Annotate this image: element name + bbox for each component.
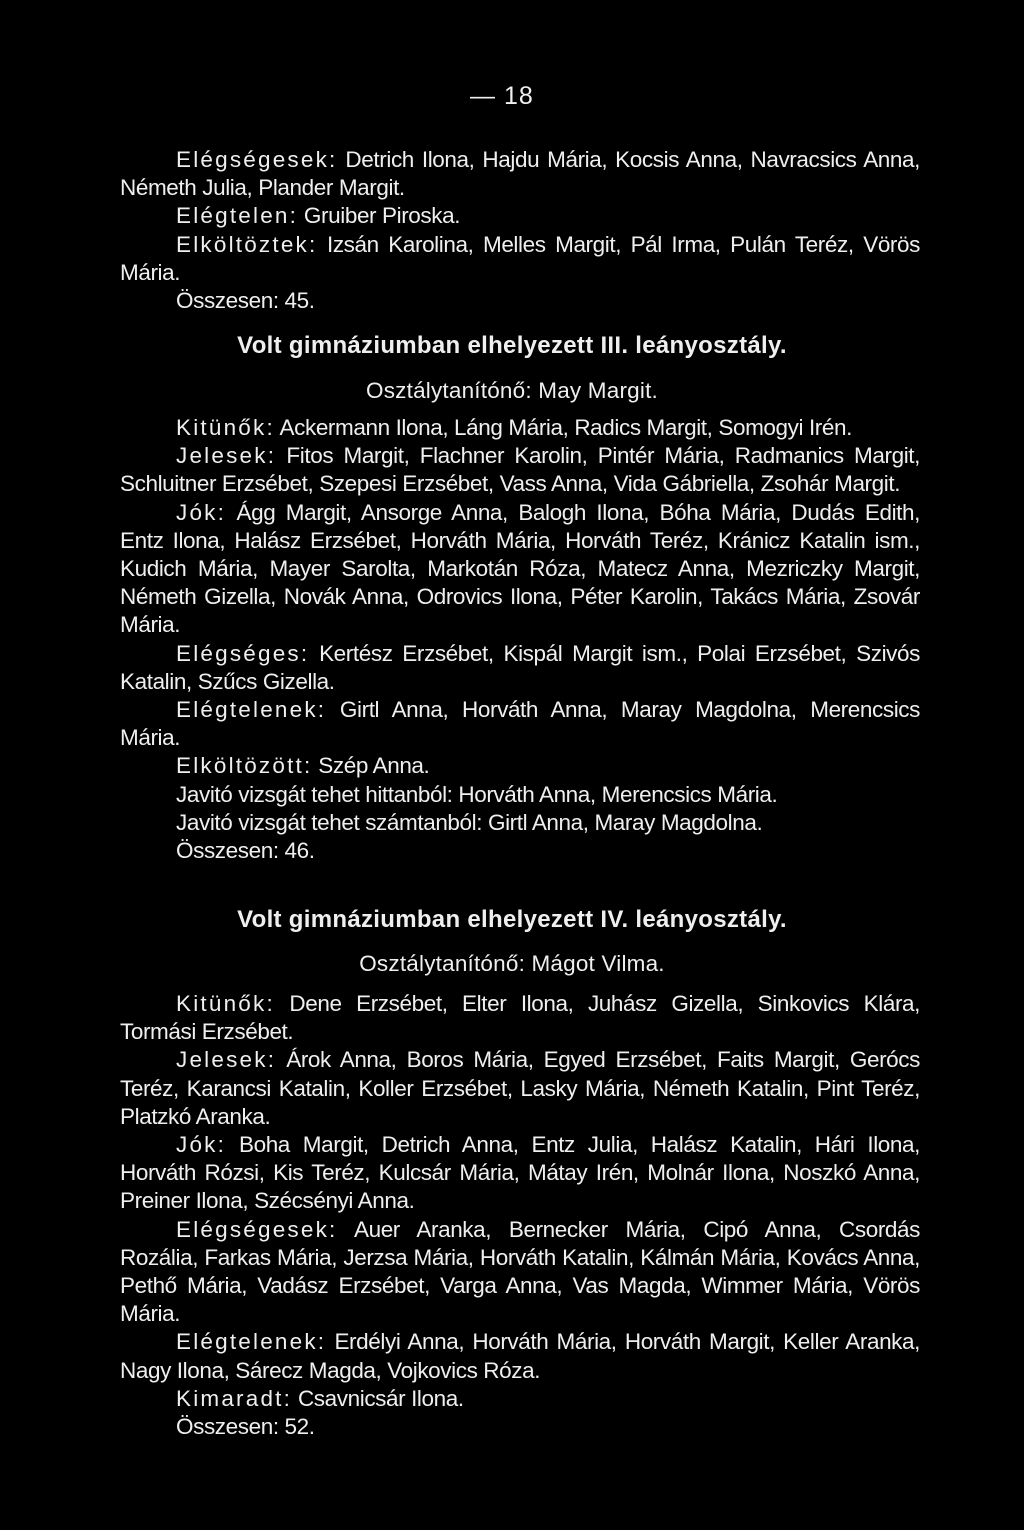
names-elegtelen: Gruiber Piroska. [298, 203, 461, 229]
class-3-heading: Volt gimnáziumban elhelyezett III. leányosztály. [237, 332, 787, 359]
paragraph-elegtelenek [120, 696, 920, 752]
names-elkoltoztek: Izsán Karolina, Melles Margit, Pál Irma, Pulán Teréz, Vörös Mária. [120, 231, 920, 285]
total-count: Összesen: 52. [176, 1414, 315, 1440]
section-class-4 [120, 990, 920, 1441]
total-count: Összesen: 45. [176, 288, 315, 314]
label-jok: Jók: [176, 1132, 227, 1158]
paragraph-jelesek [120, 442, 920, 498]
names-elegtelenek: Girtl Anna, Horváth Anna, Maray Magdolna, Merencsics Mária. [120, 697, 920, 751]
paragraph-elegseges [120, 640, 920, 696]
class-4-teacher: Osztálytanítónő: Mágot Vilma. [359, 951, 665, 976]
names-jok: Ágg Margit, Ansorge Anna, Balogh Ilona, Bóha Mária, Dudás Edith, Entz Ilona, Halász Erzsébet, Horváth Mária, Horváth Teréz, Kránicz Katalin ism., Kudich Mária, Mayer Sarolta, Markotán Róza, Matecz Anna, Mezriczky Margit, Németh Gizella, Novák Anna, Odrovics Ilona, Péter Karolin, Takács Mária, Zsovár Mária. [120, 499, 920, 638]
label-elkoltoztek: Elköltöztek: [176, 231, 318, 257]
names-kimaradt: Csavnicsár Ilona. [292, 1385, 464, 1411]
names-elegtelenek: Erdélyi Anna, Horváth Mária, Horváth Margit, Keller Aranka, Nagy Ilona, Sárecz Magda, Vojkovics Róza. [120, 1329, 920, 1383]
class-4-heading: Volt gimnáziumban elhelyezett IV. leányosztály. [237, 906, 787, 933]
names-kitunok: Ackermann Ilona, Láng Mária, Radics Margit, Somogyi Irén. [274, 415, 852, 440]
paragraph-kitunok [120, 414, 920, 442]
label-elegsegesek: Elégségesek: [176, 147, 338, 172]
page-number: — 18 [470, 82, 534, 110]
names-elegseges: Kertész Erzsébet, Kispál Margit ism., Polai Erzsébet, Szivós Katalin, Szűcs Gizella. [120, 640, 920, 694]
paragraph-javito-szamtan: Javitó vizsgát tehet számtanból: Girtl Anna, Maray Magdolna. [176, 809, 763, 835]
label-elkoltozott: Elköltözött: [176, 753, 313, 779]
paragraph-elegtelen [120, 202, 920, 230]
names-jelesek: Árok Anna, Boros Mária, Egyed Erzsébet, Faits Margit, Gerócs Teréz, Karancsi Katalin, Koller Erzsébet, Lasky Mária, Németh Katalin, Pint Teréz, Platzkó Aranka. [120, 1047, 920, 1129]
names-jok: Boha Margit, Detrich Anna, Entz Julia, Halász Katalin, Hári Ilona, Horváth Rózsi, Kis Teréz, Kulcsár Mária, Mátay Irén, Molnár Ilona, Noszkó Anna, Preiner Ilona, Szécsényi Anna. [120, 1132, 920, 1214]
label-jok: Jók: [176, 499, 227, 525]
paragraph-elkoltoztek [120, 231, 920, 287]
label-elegtelen: Elégtelen: [176, 203, 299, 229]
paragraph-elegsegesek [120, 1216, 920, 1329]
names-elegsegesek: Auer Aranka, Bernecker Mária, Cipó Anna, Csordás Rozália, Farkas Mária, Jerzsa Mária, Horváth Katalin, Kálmán Mária, Kovács Anna, Pethő Mária, Vadász Erzsébet, Varga Anna, Vas Magda, Wimmer Mária, Vörös Mária. [120, 1216, 920, 1327]
label-elegseges: Elégséges: [176, 640, 310, 666]
names-elegsegesek: Detrich Ilona, Hajdu Mária, Kocsis Anna, Navracsics Anna, Németh Julia, Plander Margit. [120, 147, 920, 201]
paragraph-kitunok [120, 990, 920, 1046]
paragraph-jelesek [120, 1046, 920, 1131]
section-previous-class [120, 146, 920, 315]
label-kitunok: Kitünők: [176, 991, 275, 1016]
paragraph-elegtelenek [120, 1328, 920, 1384]
names-kitunok: Dene Erzsébet, Elter Ilona, Juhász Gizella, Sinkovics Klára, Tormási Erzsébet. [120, 991, 920, 1045]
paragraph-jok [120, 1131, 920, 1216]
label-kimaradt: Kimaradt: [176, 1385, 293, 1411]
paragraph-jok [120, 499, 920, 640]
total-count: Összesen: 46. [176, 838, 315, 864]
label-elegsegesek: Elégségesek: [176, 1216, 338, 1242]
names-jelesek: Fitos Margit, Flachner Karolin, Pintér Mária, Radmanics Margit, Schluitner Erzsébet, Szepesi Erzsébet, Vass Anna, Vida Gábriella, Zsohár Margit. [120, 443, 920, 497]
label-elegtelenek: Elégtelenek: [176, 697, 327, 723]
label-jelesek: Jelesek: [176, 443, 277, 469]
section-class-3 [120, 414, 920, 865]
class-3-teacher: Osztálytanítónő: May Margit. [366, 378, 658, 403]
names-elkoltozott: Szép Anna. [312, 753, 430, 779]
paragraph-elkoltozott [120, 752, 920, 780]
label-jelesek: Jelesek: [176, 1047, 277, 1073]
label-elegtelenek: Elégtelenek: [176, 1329, 327, 1355]
paragraph-elegsegesek [120, 146, 920, 202]
label-kitunok: Kitünők: [176, 415, 275, 440]
paragraph-kimaradt [120, 1385, 920, 1413]
paragraph-javito-hittan: Javitó vizsgát tehet hittanból: Horváth Anna, Merencsics Mária. [176, 781, 778, 807]
